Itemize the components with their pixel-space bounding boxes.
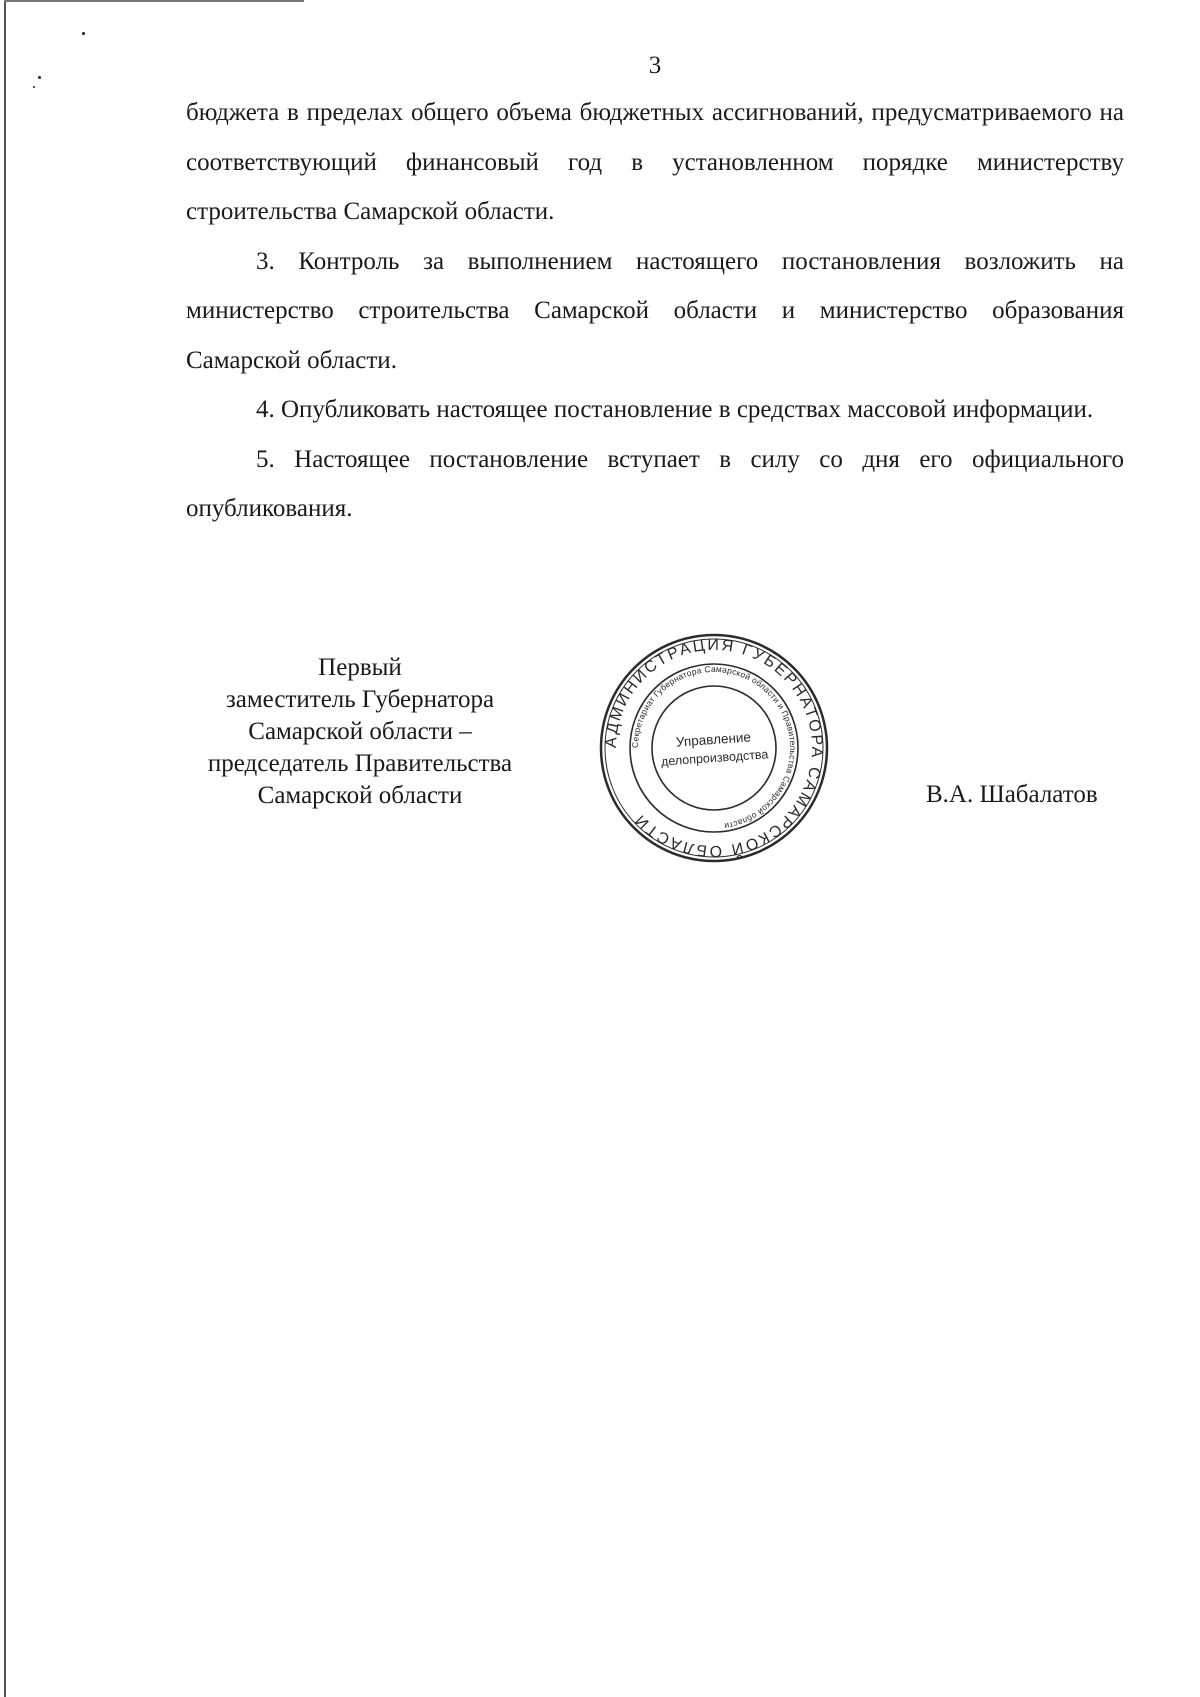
seal-center-line-1: Управление (675, 729, 752, 750)
signatory-position-line: Самарской области – (248, 718, 472, 745)
paragraph-5-effective: 5. Настоящее постановление вступает в силу со дня его официального опубликования. (186, 445, 1124, 522)
signatory-position-line: председатель Правительства (207, 750, 513, 777)
scan-speck (82, 32, 85, 35)
svg-text:Секретариат Губернатора Самарс (630, 664, 798, 831)
page-number: 3 (648, 52, 662, 79)
paragraph-budget: бюджета в пределах общего объема бюджетных ассигнований, предусматриваемого на соответствующий финансовый год в установленном порядке министерству строительства Самарской области. (186, 99, 1124, 225)
signatory-position-line: Первый (318, 654, 402, 681)
signatory-position-line: Самарской области (257, 782, 463, 809)
paragraph-3-control: 3. Контроль за выполнением настоящего постановления возложить на министерство строительства Самарской области и министерство образования Самарской области. (186, 247, 1124, 374)
body-text (186, 88, 1124, 534)
paragraph-4-publish: 4. Опубликовать настоящее постановление в средствах массовой информации. (256, 396, 1094, 423)
official-seal-stamp (598, 632, 830, 864)
scan-speck (33, 86, 35, 88)
seal-center-line-2: делопроизводства (660, 747, 769, 769)
scan-edge-left (4, 0, 6, 1697)
seal-inner-ring-text: Секретариат Губернатора Самарской области и Правительства Самарской области (629, 663, 799, 832)
signatory-position (180, 652, 540, 812)
scan-edge-top (4, 0, 304, 2)
seal-outer-ring-text: АДМИНИСТРАЦИЯ ГУБЕРНАТОРА САМАРСКОЙ ОБЛАСТИ (602, 636, 826, 860)
signatory-name: В.А. Шабалатов (926, 781, 1098, 808)
signatory-position-line: заместитель Губернатора (225, 686, 495, 713)
